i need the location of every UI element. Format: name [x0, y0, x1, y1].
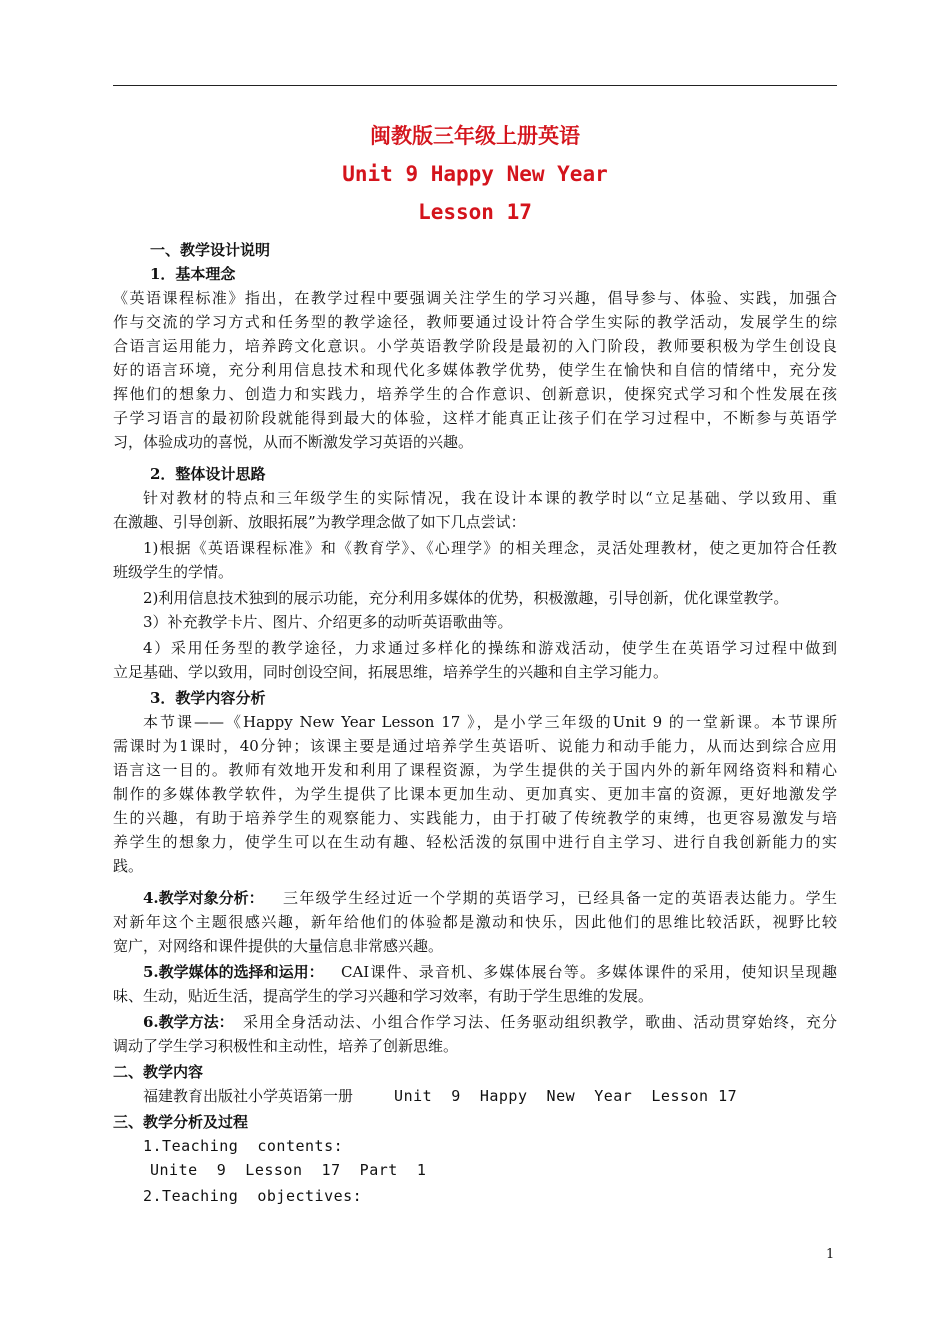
subheading-1-3: 3．教学内容分析	[150, 689, 266, 707]
section-heading-1: 一、教学设计说明	[150, 241, 271, 259]
paragraph-3-line: 需课时为1课时，40分钟；该课主要是通过培养学生英语听、说能力和动手能力，从而达到综合应用	[113, 737, 837, 755]
paragraph-1-line: 好的语言环境，充分利用信息技术和现代化多媒体教学优势，使学生在愉快和自信的情绪中，充分发	[113, 361, 837, 379]
lesson-title: Lesson 17	[418, 200, 532, 224]
unit-title: Unit 9 Happy New Year	[342, 162, 608, 186]
document-title: 闽教版三年级上册英语	[370, 124, 580, 148]
teaching-contents-label: 1.Teaching contents:	[143, 1137, 344, 1155]
subheading-1-5: 5.教学媒体的选择和运用：	[143, 963, 324, 981]
paragraph-4-line: 对新年这个主题很感兴趣，新年给他们的体验都是激动和快乐，因此他们的思维比较活跃，视野比较	[113, 913, 837, 931]
section-heading-3: 三、教学分析及过程	[113, 1113, 249, 1131]
paragraph-5-line: 味、生动，贴近生活，提高学生的学习兴趣和学习效率，有助于学生思维的发展。	[113, 987, 654, 1005]
paragraph-1-line: 《英语课程标准》指出，在教学过程中要强调关注学生的学习兴趣，倡导参与、体验、实践，加强合	[113, 289, 837, 307]
paragraph-6-line: 调动了学生学习积极性和主动性，培养了创新思维。	[113, 1037, 459, 1055]
paragraph-1-line: 挥他们的想象力、创造力和实践力，培养学生的合作意识、创新意识，使探究式学习和个性发展在孩	[113, 385, 837, 403]
paragraph-4-line: 三年级学生经过近一个学期的英语学习，已经具备一定的英语表达能力。学生	[283, 889, 837, 907]
paragraph-3-line: 践。	[113, 857, 144, 875]
paragraph-3-line: 制作的多媒体教学软件，为学生提供了比课本更加生动、更加真实、更加丰富的资源，更好地激发学	[113, 785, 837, 803]
paragraph-3-line: 语言这一目的。教师有效地开发和利用了课程资源，为学生提供的关于国内外的新年网络资料和精心	[113, 761, 837, 779]
paragraph-5-line: CAI课件、录音机、多媒体展台等。多媒体课件的采用，使知识呈现趣	[341, 963, 837, 981]
list-item-1: 1)根据《英语课程标准》和《教育学》、《心理学》的相关理念，灵活处理教材，使之更加符合任教	[143, 539, 837, 557]
paragraph-3-line: 生的兴趣，有助于培养学生的观察能力、实践能力，由于打破了传统教学的束缚，也更容易激发与培	[113, 809, 837, 827]
paragraph-1-line: 合语言运用能力，培养跨文化意识。小学英语教学阶段是最初的入门阶段，教师要积极为学生创设良	[113, 337, 837, 355]
paragraph-1-line: 习，体验成功的喜悦，从而不断激发学习英语的兴趣。	[113, 433, 474, 451]
subheading-1-2: 2．整体设计思路	[150, 465, 266, 483]
teaching-objectives-label: 2.Teaching objectives:	[143, 1187, 363, 1205]
header-rule	[113, 85, 837, 86]
paragraph-2-line: 针对教材的特点和三年级学生的实际情况，我在设计本课的教学时以“立足基础、学以致用、重	[143, 489, 837, 507]
paragraph-2-line: 在激趣、引导创新、放眼拓展”为教学理念做了如下几点尝试：	[113, 513, 526, 531]
paragraph-1-line: 子学习语言的最初阶段就能得到最大的体验，这样才能真正让孩子们在学习过程中，不断参与英语学	[113, 409, 837, 427]
teaching-content-cn: 福建教育出版社小学英语第一册	[143, 1087, 354, 1105]
list-item-4-cont: 立足基础、学以致用，同时创设空间，拓展思维，培养学生的兴趣和自主学习能力。	[113, 663, 669, 681]
subheading-1-6: 6.教学方法：	[143, 1013, 234, 1031]
list-item-3: 3）补充教学卡片、图片、介绍更多的动听英语歌曲等。	[143, 613, 513, 631]
subheading-1-1: 1．基本理念	[150, 265, 236, 283]
paragraph-6-line: 采用全身活动法、小组合作学习法、任务驱动组织教学，歌曲、活动贯穿始终，充分	[243, 1013, 837, 1031]
list-item-4: 4）采用任务型的教学途径，力求通过多样化的操练和游戏活动，使学生在英语学习过程中做到	[143, 639, 837, 657]
list-item-2: 2)利用信息技术独到的展示功能，充分利用多媒体的优势，积极激趣，引导创新，优化课堂教学。	[143, 589, 789, 607]
paragraph-3-line: 养学生的想象力，使学生可以在生动有趣、轻松活泼的氛围中进行自主学习、进行自我创新能力的实	[113, 833, 837, 851]
list-item-1-cont: 班级学生的学情。	[113, 563, 234, 581]
section-heading-2: 二、教学内容	[113, 1063, 204, 1081]
teaching-content-en: Unit 9 Happy New Year Lesson 17	[375, 1087, 738, 1105]
subheading-1-4: 4.教学对象分析：	[143, 889, 264, 907]
teaching-contents-value: Unite 9 Lesson 17 Part 1	[150, 1161, 427, 1179]
paragraph-4-line: 宽广，对网络和课件提供的大量信息非常感兴趣。	[113, 937, 444, 955]
page-number: 1	[826, 1247, 835, 1262]
paragraph-3-line: 本节课——《Happy New Year Lesson 17 》，是小学三年级的Unit 9 的一堂新课。本节课所	[143, 713, 837, 731]
paragraph-1-line: 作与交流的学习方式和任务型的教学途径，教师要通过设计符合学生实际的教学活动，发展学生的综	[113, 313, 837, 331]
